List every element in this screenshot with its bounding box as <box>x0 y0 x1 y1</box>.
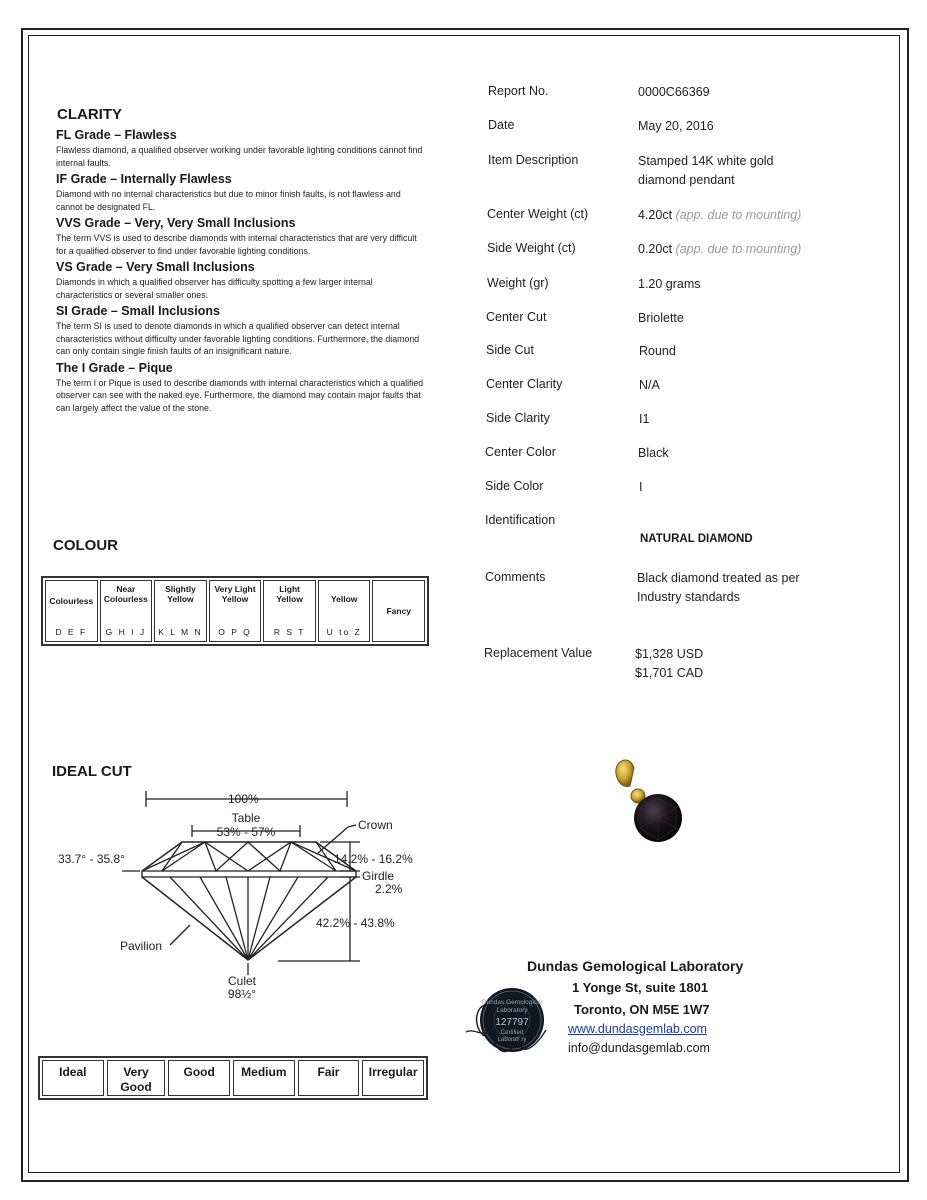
side-weight-value <box>638 240 801 259</box>
center-color-value: Black <box>638 446 669 460</box>
culet-value-label: 98½° <box>227 987 257 1001</box>
side-cut-value: Round <box>639 344 676 358</box>
weight-label: Weight (gr) <box>487 276 549 290</box>
identification-label: Identification <box>485 513 556 527</box>
clarity-heading: SI Grade – Small Inclusions <box>56 304 220 318</box>
lab-seal <box>460 970 570 1070</box>
cut-grade-cell: Good <box>168 1060 230 1096</box>
clarity-heading: IF Grade – Internally Flawless <box>56 172 232 186</box>
colour-cell <box>45 580 98 642</box>
clarity-grade-i <box>56 361 426 415</box>
ideal-cut-title: IDEAL CUT <box>52 763 132 780</box>
replacement-usd: $1,328 USD <box>635 647 704 661</box>
clarity-title: CLARITY <box>57 106 122 123</box>
svg-text:127797: 127797 <box>495 1017 529 1028</box>
center-cut-value: Briolette <box>638 311 684 325</box>
colour-cell-grades: G H I J <box>105 627 147 637</box>
clarity-grade-vs <box>56 260 426 301</box>
item-description-value: Stamped 14K white gold diamond pendant <box>638 154 774 187</box>
cut-grade-cell: Ideal <box>42 1060 104 1096</box>
side-weight-amount: 0.20ct <box>638 242 673 256</box>
center-color-label: Center Color <box>485 445 556 459</box>
colour-cell-grades: R S T <box>273 627 306 637</box>
colour-cell-grades: U to Z <box>326 627 362 637</box>
center-weight-note: (app. due to mounting) <box>675 208 802 222</box>
side-weight-note: (app. due to mounting) <box>675 242 802 256</box>
colour-cell-name: Very Light Yellow <box>214 584 256 604</box>
crown-angle-label: 33.7° - 35.8° <box>58 852 125 866</box>
center-clarity-value: N/A <box>639 378 660 392</box>
table-label: Table <box>231 811 261 825</box>
center-weight-value <box>638 206 801 225</box>
replacement-cad: $1,701 CAD <box>635 666 704 680</box>
colour-cell-name: Yellow <box>330 594 358 604</box>
ideal-cut-diagram <box>50 785 435 1005</box>
center-weight-label: Center Weight (ct) <box>487 207 589 221</box>
cut-grade-table <box>38 1056 428 1100</box>
center-weight-amount: 4.20ct <box>638 208 673 222</box>
colour-scale-table <box>41 576 429 646</box>
comments-label: Comments <box>485 570 546 584</box>
crown-label: Crown <box>358 818 393 832</box>
colour-cell <box>209 580 262 642</box>
lab-address-line1: 1 Yonge St, suite 1801 <box>572 980 709 995</box>
cut-grade-cell: Irregular <box>362 1060 424 1096</box>
colour-cell-grades: D E F <box>55 627 88 637</box>
clarity-heading: VS Grade – Very Small Inclusions <box>56 260 255 274</box>
culet-label: Culet <box>227 974 257 988</box>
pavilion-depth-label: 42.2% - 43.8% <box>316 916 395 930</box>
clarity-heading: VVS Grade – Very, Very Small Inclusions <box>56 216 296 230</box>
replacement-value-label: Replacement Value <box>484 646 593 660</box>
clarity-grade-fl <box>56 128 426 169</box>
girdle-label: Girdle <box>362 869 395 883</box>
colour-cell-name: Light Yellow <box>276 584 303 604</box>
clarity-heading: FL Grade – Flawless <box>56 128 177 142</box>
identification-value: NATURAL DIAMOND <box>640 533 753 545</box>
date-label: Date <box>488 118 515 132</box>
colour-cell-name: Slightly Yellow <box>165 584 196 604</box>
clarity-grade-vvs <box>56 216 426 257</box>
lab-website-link[interactable]: www.dundasgemlab.com <box>568 1022 707 1036</box>
report-no-value: 0000C66369 <box>638 85 710 99</box>
clarity-text: Flawless diamond, a qualified observer working under favorable lighting conditions cannot find internal faults. <box>56 145 423 168</box>
weight-value: 1.20 grams <box>638 277 701 291</box>
side-weight-label: Side Weight (ct) <box>487 241 576 255</box>
colour-title: COLOUR <box>53 537 118 554</box>
lab-name: Dundas Gemological Laboratory <box>527 958 744 974</box>
lab-email: info@dundasgemlab.com <box>568 1041 710 1055</box>
pavilion-label: Pavilion <box>120 939 163 953</box>
colour-cell-name: Colourless <box>49 596 94 606</box>
side-color-label: Side Color <box>485 479 544 493</box>
svg-text:Laboratory: Laboratory <box>496 1007 528 1014</box>
clarity-section <box>56 128 426 414</box>
colour-cell <box>100 580 153 642</box>
report-no-label: Report No. <box>488 84 549 98</box>
colour-cell <box>318 580 371 642</box>
total-width-label: 100% <box>228 792 259 806</box>
side-color-value: I <box>639 480 643 494</box>
clarity-text: Diamond with no internal characteristics but due to minor finish faults, is not flawless and cannot be designated FL. <box>56 189 401 212</box>
clarity-grade-si <box>56 304 426 358</box>
center-cut-label: Center Cut <box>486 310 547 324</box>
date-value: May 20, 2016 <box>638 119 714 133</box>
side-clarity-value: I1 <box>639 412 650 426</box>
crown-height-label: 14.2% - 16.2% <box>334 852 413 866</box>
cut-grade-cell: Medium <box>233 1060 295 1096</box>
colour-cell-name: Near Colourless <box>103 584 148 604</box>
svg-text:Dundas Gemological: Dundas Gemological <box>481 999 543 1006</box>
colour-cell <box>372 580 425 642</box>
clarity-heading: The I Grade – Pique <box>56 360 173 375</box>
table-range-label: 53% - 57% <box>216 825 276 839</box>
cut-grade-cell: Fair <box>298 1060 360 1096</box>
side-clarity-label: Side Clarity <box>486 411 550 425</box>
svg-text:Laboratory: Laboratory <box>497 1037 527 1043</box>
side-cut-label: Side Cut <box>486 343 534 357</box>
pendant-photo <box>600 752 700 862</box>
clarity-text: The term VVS is used to describe diamonds with internal characteristics that are very difficult for a qualified observer to find under favorable lighting conditions. <box>56 233 417 256</box>
clarity-text: The term SI is used to denote diamonds in which a qualified observer can detect internal characteristics without difficulty under favorable lighting conditions. Furthermore, the diamond can only contain single finish faults of an insignificant nature. <box>56 321 420 356</box>
item-description-label: Item Description <box>488 153 579 167</box>
lab-address-line2: Toronto, ON M5E 1W7 <box>574 1002 710 1017</box>
clarity-text: Diamonds in which a qualified observer has difficulty spotting a few larger internal characteristics or several smaller ones. <box>56 277 373 300</box>
colour-cell <box>263 580 316 642</box>
clarity-grade-if <box>56 172 426 213</box>
center-clarity-label: Center Clarity <box>486 377 563 391</box>
colour-cell <box>154 580 207 642</box>
colour-cell-grades: K L M N <box>158 627 203 637</box>
cut-grade-cell: Very Good <box>107 1060 166 1096</box>
girdle-value-label: 2.2% <box>375 882 403 896</box>
svg-text:Certified: Certified <box>500 1030 524 1036</box>
clarity-text: The term I or Pique is used to describe diamonds with internal characteristics which a qualified observer can see with the naked eye. Furthermore, the diamond may contain major faults that can largely affect the value of the stone. <box>56 377 424 413</box>
colour-cell-name: Fancy <box>386 605 412 616</box>
comments-value: Black diamond treated as per Industry standards <box>637 571 800 604</box>
colour-cell-grades: O P Q <box>218 627 252 637</box>
